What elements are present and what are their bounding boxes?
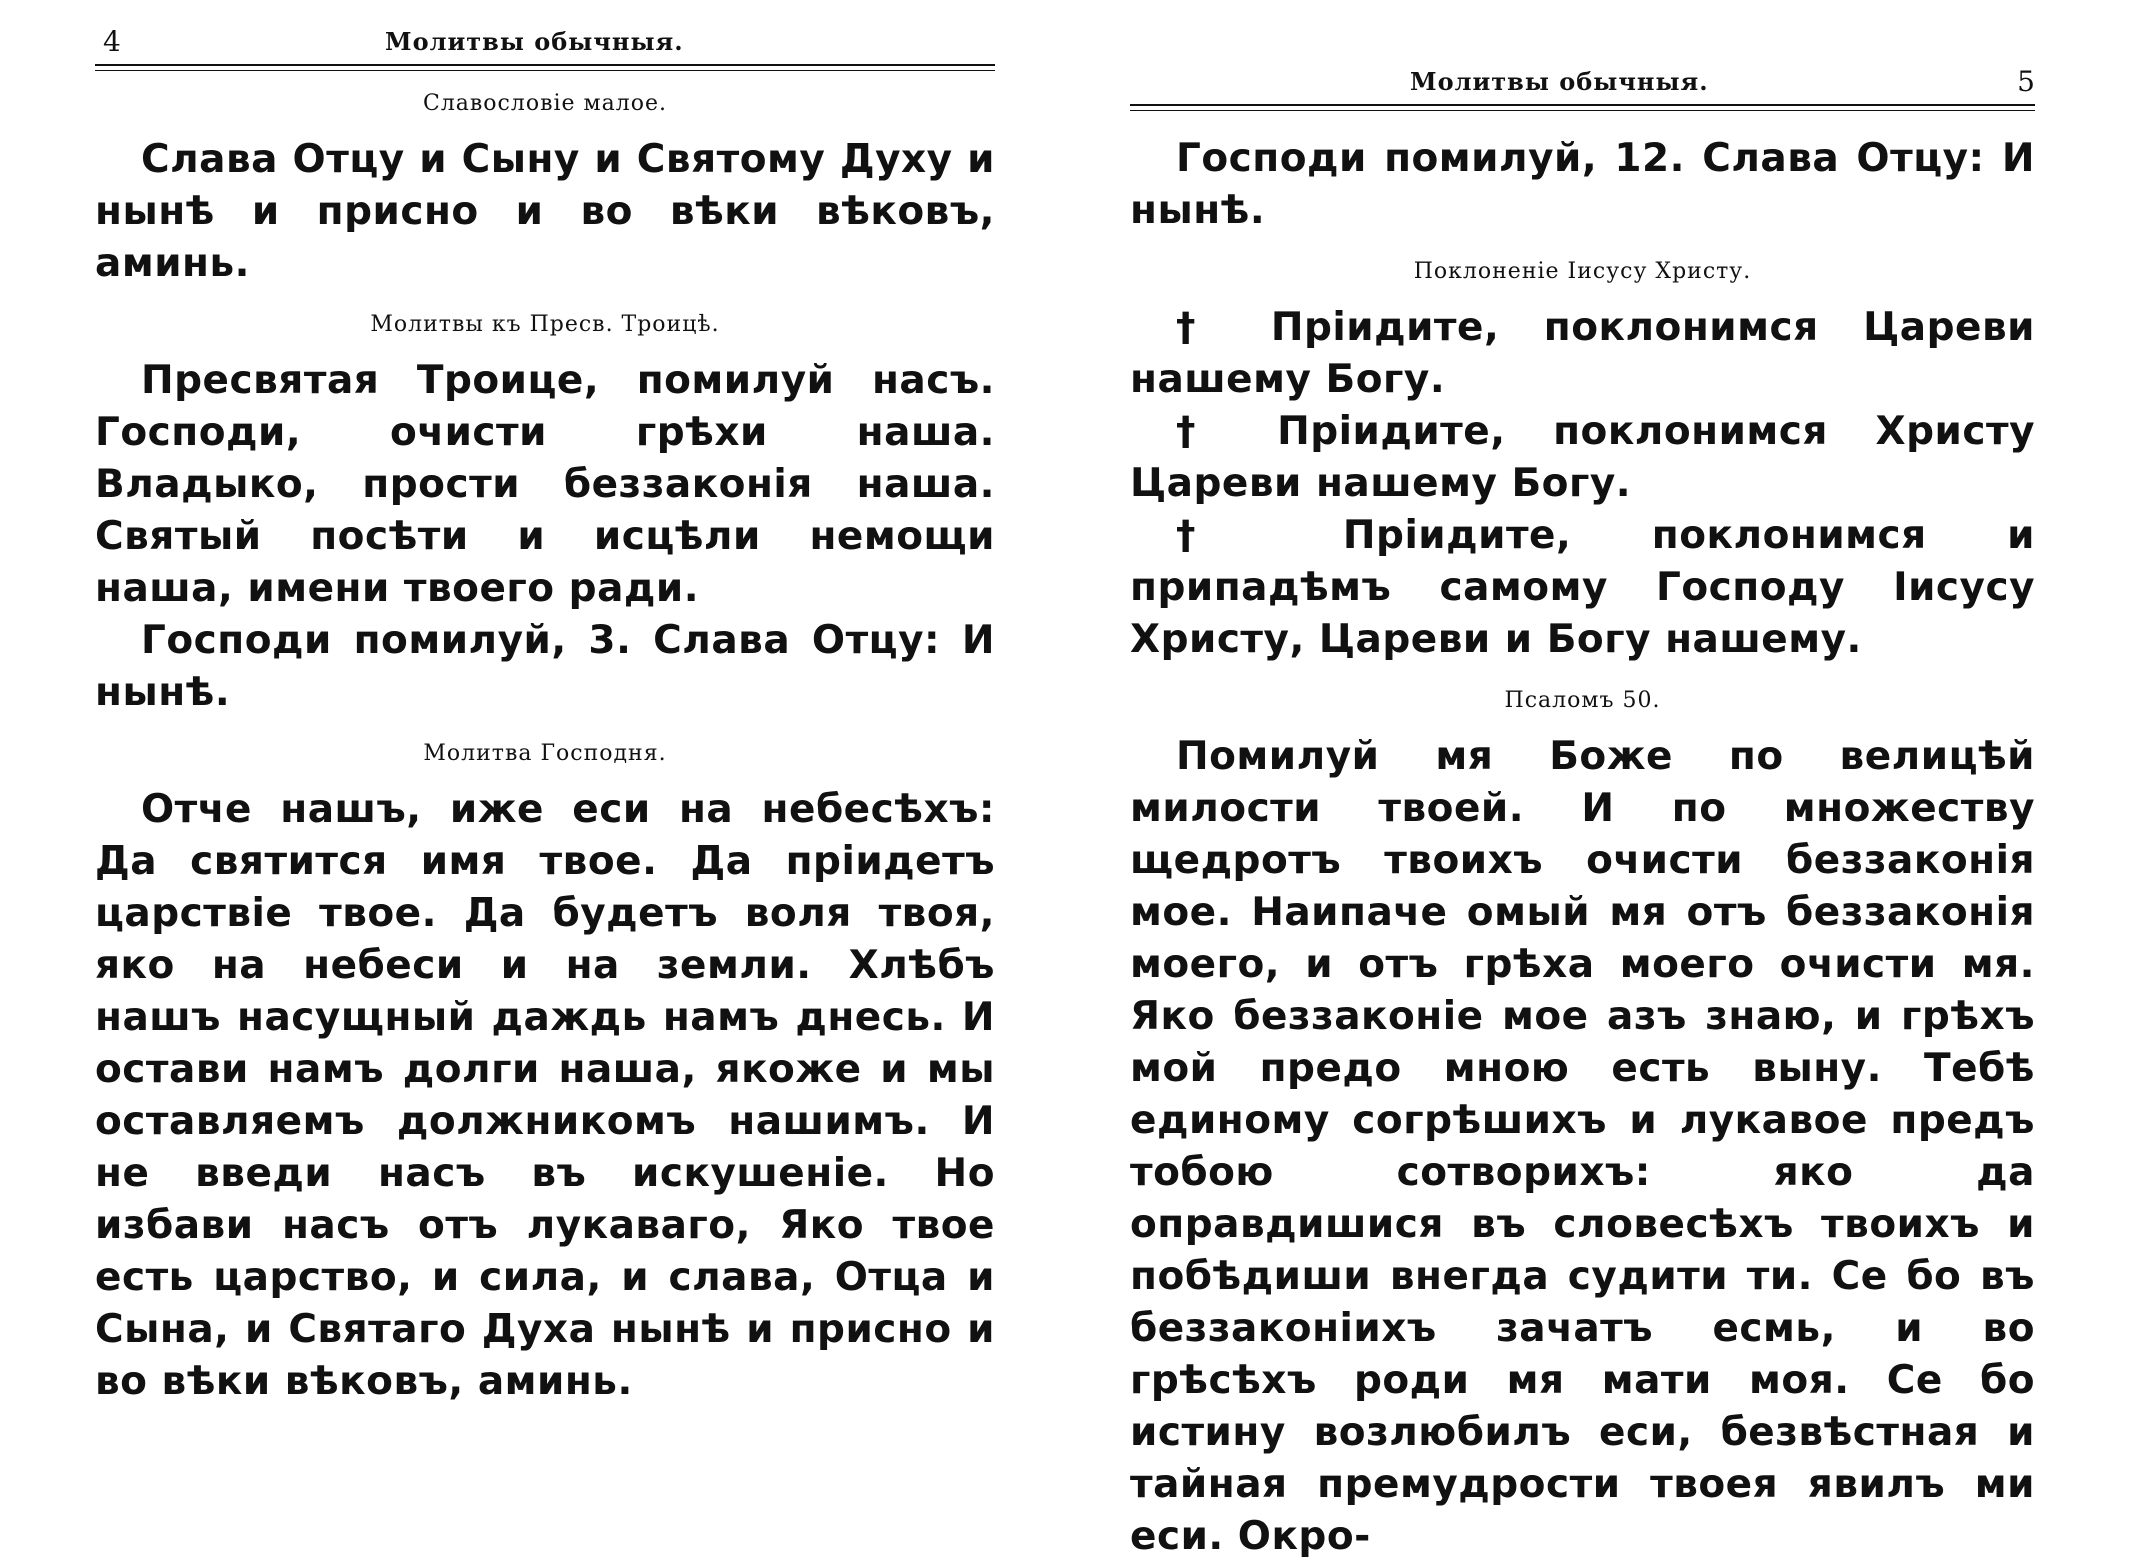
running-header: [1130, 62, 2035, 102]
prayer-paragraph: † Пріидите, поклонимся и припадѣмъ самому Господу Іисусу Христу, Цареви и Богу нашему.: [1130, 513, 2035, 662]
section-heading: Молитвы къ Пресв. Троицѣ.: [370, 312, 720, 337]
running-header: [95, 22, 995, 62]
section-heading: Поклоненіе Іисусу Христу.: [1413, 259, 1752, 284]
prayer-paragraph: † Пріидите, поклонимся Христу Цареви нашему Богу.: [1130, 409, 2035, 506]
prayer-paragraph: Слава Отцу и Сыну и Святому Духу и нынѣ и присно и во вѣки вѣковъ, аминь.: [95, 137, 995, 286]
header-rule: [1130, 104, 2035, 106]
prayer-paragraph: Помилуй мя Боже по велицѣй милости твоей. И по множеству щедротъ твоихъ очисти беззаконія мое. Наипаче омый мя отъ беззаконія моего, и отъ грѣха моего очисти мя. Яко беззаконіе мое азъ знаю, и грѣхъ мой предо мною есть выну. Тебѣ единому согрѣшихъ и лукавое предъ тобою сотворихъ: яко да оправдишися въ словесѣхъ твоихъ и побѣдиши внегда судити ти. Се бо въ беззаконіихъ зачатъ есмь, и во грѣсѣхъ роди мя мати моя. Се бо истину возлюбилъ еси, безвѣстная и тайная премудрости твоея явилъ ми еси. Окро-: [1130, 734, 2035, 1559]
left-page: [95, 0, 995, 1500]
prayer-paragraph: Господи помилуй, 3. Слава Отцу: И нынѣ.: [95, 618, 995, 715]
header-rule-thin: [95, 70, 995, 71]
prayer-paragraph: Отче нашъ, иже еси на небесѣхъ: Да святится имя твое. Да пріидетъ царствіе твое. Да будетъ воля твоя, яко на небеси и на земли. Хлѣбъ нашъ насущный даждь намъ днесь. И остави намъ долги наша, якоже и мы оставляемъ должникомъ нашимъ. И не введи насъ въ искушеніе. Но избави насъ отъ лукаваго, Яко твое есть царство, и сила, и слава, Отца и Сына, и Святаго Духа нынѣ и присно и во вѣки вѣковъ, аминь.: [95, 787, 995, 1404]
prayer-paragraph: Господи помилуй, 12. Слава Отцу: И нынѣ.: [1130, 136, 2035, 233]
running-head-title: Молитвы обычныя.: [385, 27, 684, 56]
right-page: [1130, 0, 2035, 1559]
section-heading: Псаломъ 50.: [1504, 688, 1661, 713]
running-head-title: Молитвы обычныя.: [1410, 67, 1709, 96]
page-number: 4: [103, 25, 121, 58]
section-heading: Славословіе малое.: [423, 91, 667, 116]
header-rule-thin: [1130, 110, 2035, 111]
prayer-paragraph: † Пріидите, поклонимся Цареви нашему Богу.: [1130, 305, 2035, 402]
section-heading: Молитва Господня.: [423, 741, 667, 766]
page-number: 5: [2017, 65, 2035, 98]
header-rule: [95, 64, 995, 66]
prayer-paragraph: Пресвятая Троице, помилуй насъ. Господи, очисти грѣхи наша. Владыко, прости беззаконія наша. Святый посѣти и исцѣли немощи наша, имени твоего ради.: [95, 358, 995, 611]
